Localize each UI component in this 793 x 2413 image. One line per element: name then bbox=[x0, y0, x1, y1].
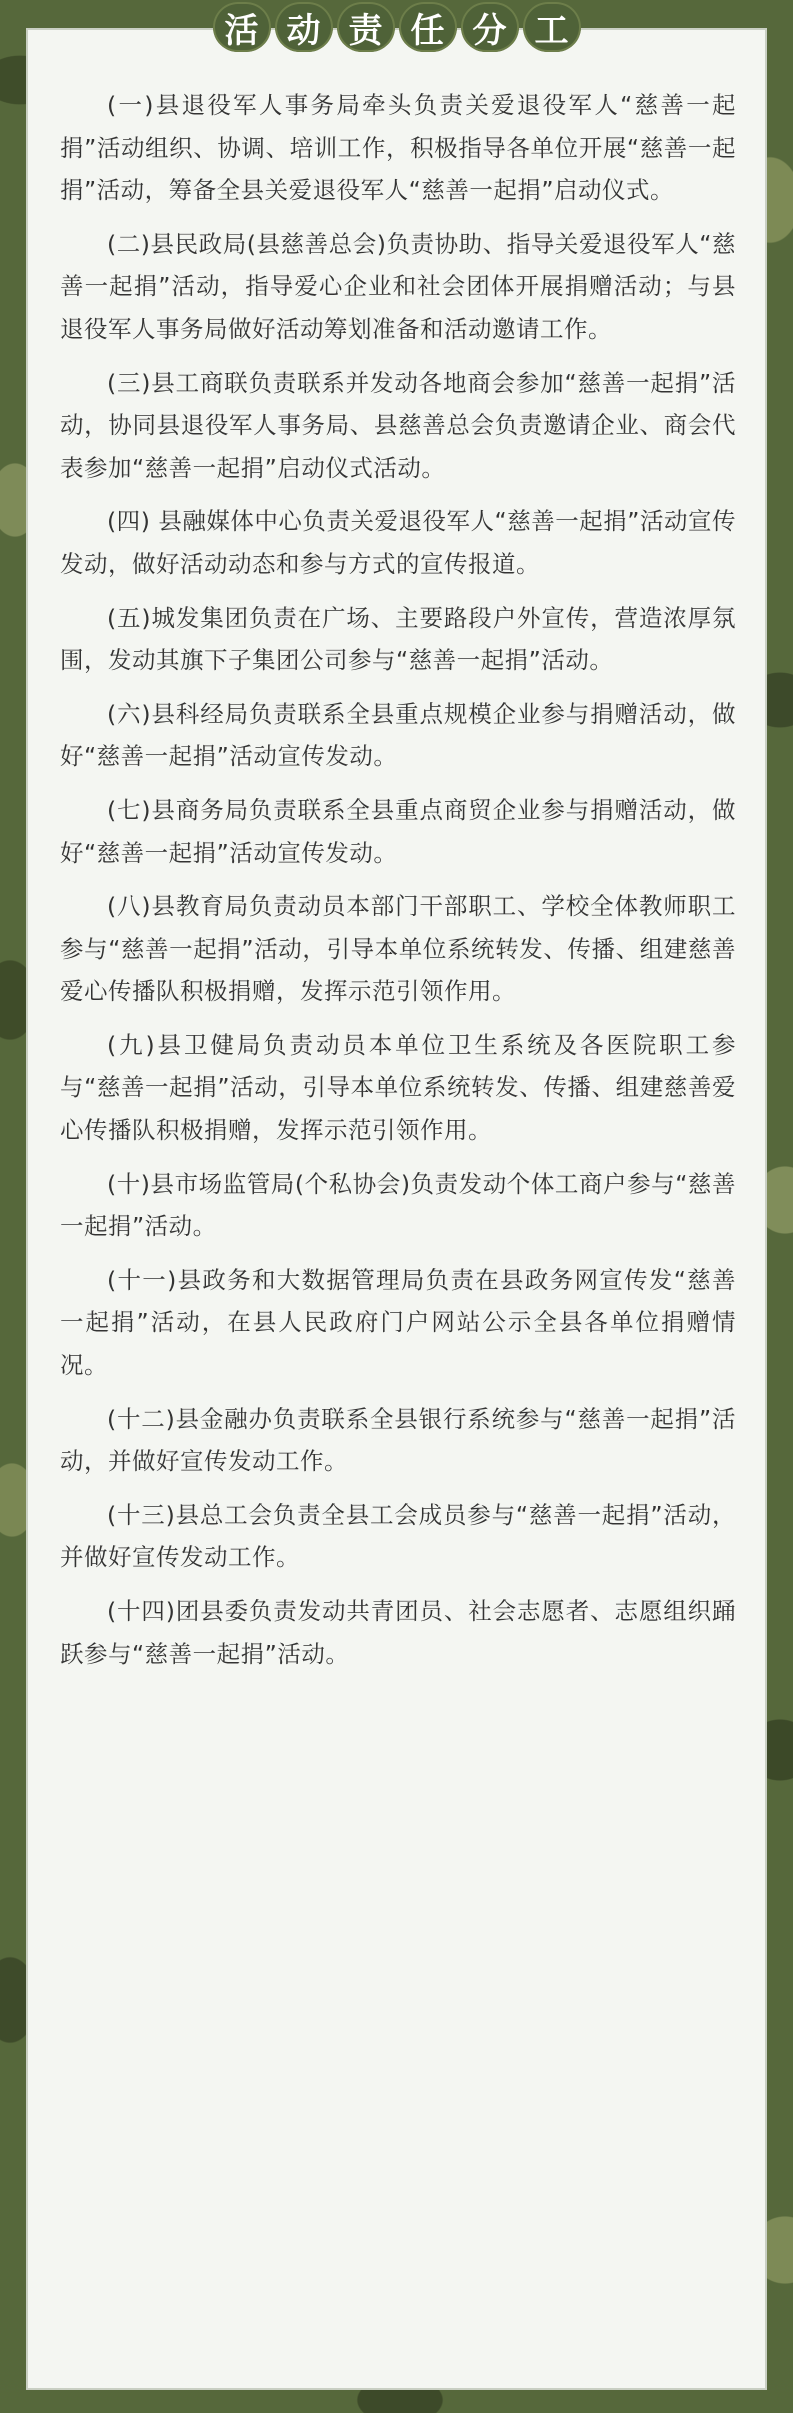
paragraph-3: (三)县工商联负责联系并发动各地商会参加“慈善一起捐”活动，协同县退役军人事务局、县慈善总会负责邀请企业、商会代表参加“慈善一起捐”启动仪式活动。 bbox=[60, 368, 736, 482]
paragraph-12: (十二)县金融办负责联系全县银行系统参与“慈善一起捐”活动，并做好宣传发动工作。 bbox=[60, 1404, 736, 1476]
paragraph-10: (十)县市场监管局(个私协会)负责发动个体工商户参与“慈善一起捐”活动。 bbox=[60, 1169, 736, 1241]
paragraph-2: (二)县民政局(县慈善总会)负责协助、指导关爱退役军人“慈善一起捐”活动，指导爱心企业和社会团体开展捐赠活动；与县退役军人事务局做好活动筹划准备和活动邀请工作。 bbox=[60, 229, 736, 343]
paragraph-13: (十三)县总工会负责全县工会成员参与“慈善一起捐”活动，并做好宣传发动工作。 bbox=[60, 1500, 736, 1572]
responsibility-list bbox=[60, 84, 736, 1686]
title-bar bbox=[0, 0, 793, 56]
title-char: 任 bbox=[399, 2, 457, 52]
paragraph-4: (四) 县融媒体中心负责关爱退役军人“慈善一起捐”活动宣传发动，做好活动动态和参与方式的宣传报道。 bbox=[60, 507, 736, 578]
paragraph-7: (七)县商务局负责联系全县重点商贸企业参与捐赠活动，做好“慈善一起捐”活动宣传发动。 bbox=[60, 795, 736, 867]
paragraph-9: (九)县卫健局负责动员本单位卫生系统及各医院职工参与“慈善一起捐”活动，引导本单位系统转发、传播、组建慈善爱心传播队积极捐赠，发挥示范引领作用。 bbox=[60, 1030, 736, 1145]
paragraph-6: (六)县科经局负责联系全县重点规模企业参与捐赠活动，做好“慈善一起捐”活动宣传发动。 bbox=[60, 699, 736, 771]
title-char: 责 bbox=[337, 2, 395, 52]
paragraph-11: (十一)县政务和大数据管理局负责在县政务网宣传发“慈善一起捐”活动，在县人民政府门户网站公示全县各单位捐赠情况。 bbox=[60, 1265, 736, 1380]
title-char: 分 bbox=[461, 2, 519, 52]
paragraph-14: (十四)团县委负责发动共青团员、社会志愿者、志愿组织踊跃参与“慈善一起捐”活动。 bbox=[60, 1597, 736, 1668]
paragraph-5: (五)城发集团负责在广场、主要路段户外宣传，营造浓厚氛围，发动其旗下子集团公司参与“慈善一起捐”活动。 bbox=[60, 603, 736, 675]
paragraph-8: (八)县教育局负责动员本部门干部职工、学校全体教师职工参与“慈善一起捐”活动，引导本单位系统转发、传播、组建慈善爱心传播队积极捐赠，发挥示范引领作用。 bbox=[60, 892, 736, 1006]
page-title bbox=[213, 2, 581, 52]
paragraph-1: (一)县退役军人事务局牵头负责关爱退役军人“慈善一起捐”活动组织、协调、培训工作，积极指导各单位开展“慈善一起捐”活动，筹备全县关爱退役军人“慈善一起捐”启动仪式。 bbox=[60, 91, 736, 205]
title-char: 动 bbox=[275, 2, 333, 52]
title-char: 活 bbox=[213, 2, 271, 52]
title-char: 工 bbox=[523, 2, 581, 52]
